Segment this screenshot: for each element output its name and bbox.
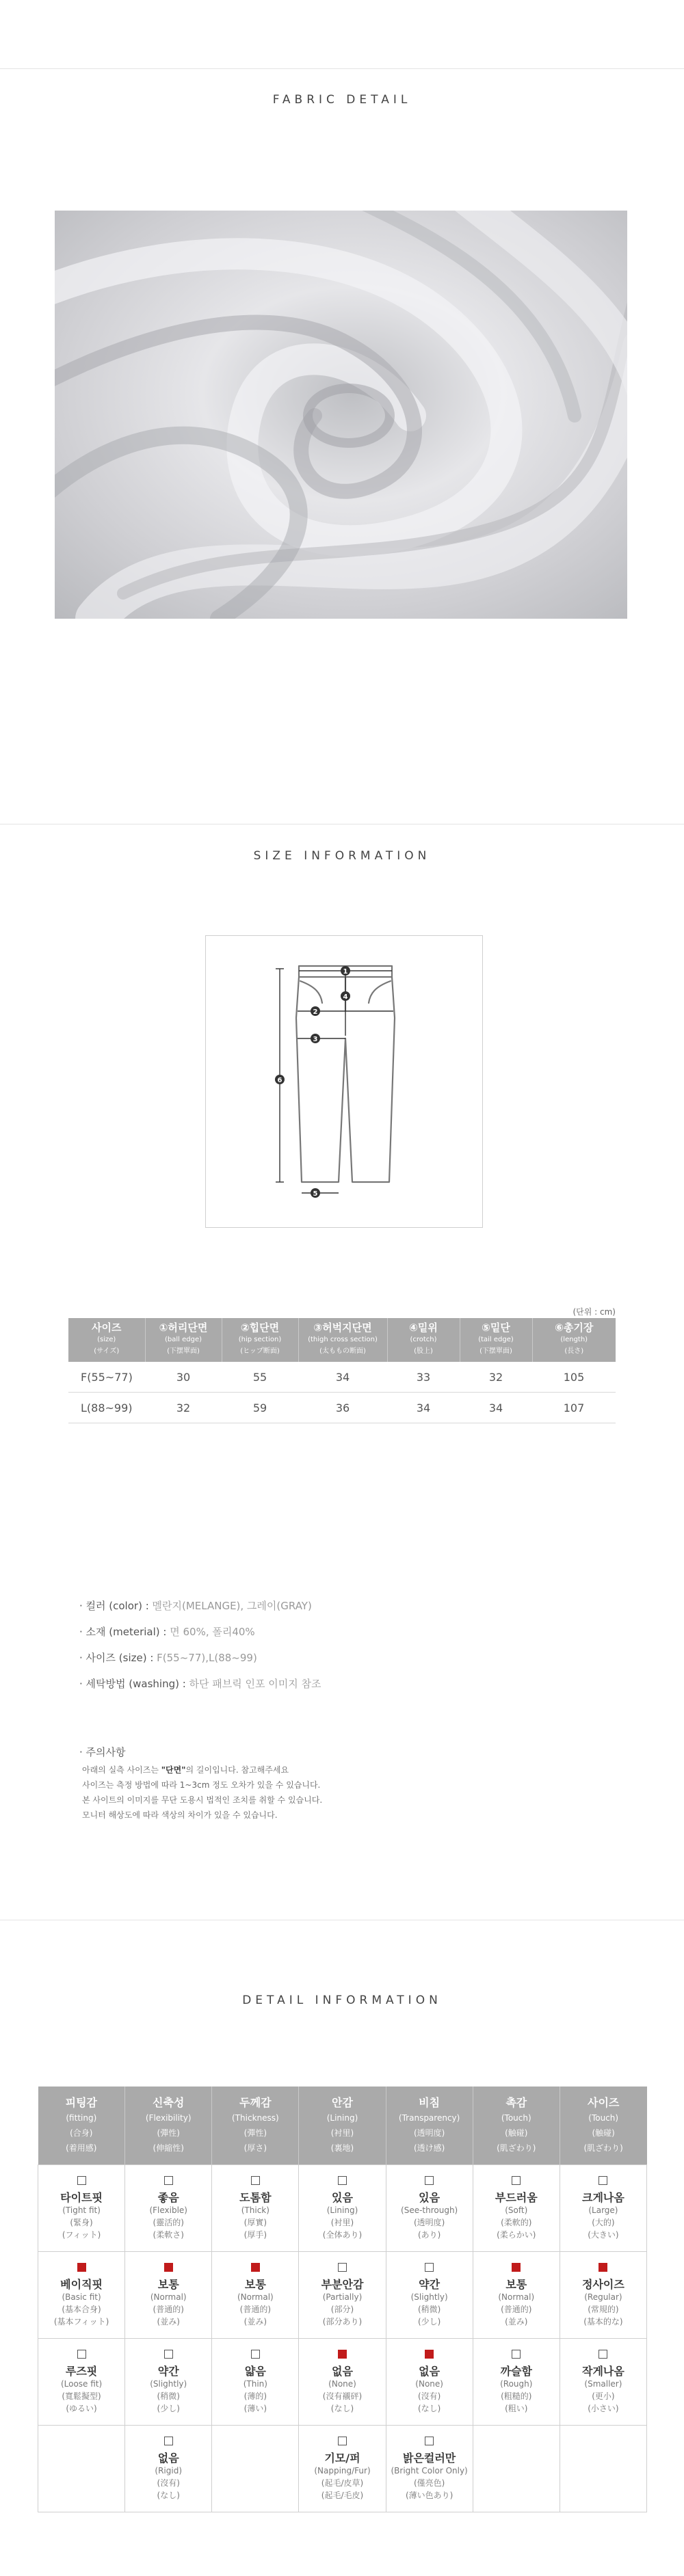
option-sublabel: (大的) — [592, 2217, 615, 2227]
svg-text:4: 4 — [343, 993, 348, 1001]
option-label: 기모/퍼 — [324, 2451, 360, 2465]
option-sublabel: (沒有襯砰) — [322, 2391, 363, 2401]
checked-box-icon — [164, 2263, 173, 2272]
option-sublabel: (粗い) — [505, 2403, 528, 2413]
checked-box-icon — [598, 2263, 607, 2272]
detail-cell — [560, 2426, 646, 2512]
size-cell: 34 — [387, 1393, 460, 1423]
size-cell: 34 — [460, 1393, 532, 1423]
option-label: 작게나옴 — [582, 2364, 624, 2378]
info-washing: · 세탁방법 (washing) : 하단 패브릭 인포 이미지 참조 — [79, 1678, 321, 1690]
detail-header: 피팅감 (fitting) (合身) (着用感) — [38, 2087, 125, 2165]
size-unit-label: (단위 : cm) — [573, 1307, 616, 1317]
option-label: 루즈핏 — [65, 2364, 98, 2378]
detail-cell — [473, 2426, 560, 2512]
option-sublabel: (稍微) — [417, 2304, 441, 2314]
option-label: 얇음 — [244, 2364, 266, 2378]
option-sublabel: (あり) — [417, 2229, 441, 2240]
option-sublabel: (普通的) — [153, 2304, 184, 2314]
marker-5 — [311, 1188, 320, 1198]
option-sublabel: (なし) — [157, 2490, 180, 2500]
checkbox-icon — [251, 2176, 260, 2185]
checkbox-icon — [164, 2350, 173, 2359]
option-sublabel: (Slightly) — [410, 2292, 448, 2302]
detail-cell — [125, 2339, 212, 2426]
option-label: 없음 — [157, 2451, 179, 2465]
option-label: 부분안감 — [321, 2277, 364, 2291]
option-sublabel: (Basic fit) — [62, 2292, 101, 2302]
option-sublabel: (Bright Color Only) — [391, 2465, 468, 2476]
option-label: 약간 — [157, 2364, 179, 2378]
option-sublabel: (Smaller) — [584, 2378, 622, 2389]
detail-cell — [473, 2165, 560, 2252]
option-sublabel: (少し) — [417, 2316, 441, 2326]
size-table — [68, 1318, 616, 1423]
size-header: ②힙단면 (hip section) (ヒップ断面) — [222, 1318, 298, 1362]
size-header: ①허리단면 (ball edge) (下摆單面) — [145, 1318, 222, 1362]
option-sublabel: (Normal) — [498, 2292, 535, 2302]
option-sublabel: (粗糙的) — [501, 2391, 532, 2401]
option-sublabel: (Regular) — [584, 2292, 622, 2302]
option-sublabel: (沒有) — [417, 2391, 441, 2401]
checked-box-icon — [425, 2350, 434, 2359]
detail-cell — [560, 2252, 646, 2339]
option-sublabel: (Napping/Fur) — [314, 2465, 371, 2476]
option-sublabel: (Flexible) — [149, 2205, 187, 2215]
detail-cell — [212, 2165, 299, 2252]
option-label: 없음 — [332, 2364, 353, 2378]
table-row — [38, 2426, 647, 2512]
option-label: 크게나옴 — [582, 2190, 624, 2204]
size-cell: F(55~77) — [68, 1362, 145, 1393]
size-cell: 32 — [145, 1393, 222, 1423]
size-cell: 55 — [222, 1362, 298, 1393]
option-label: 있음 — [332, 2190, 353, 2204]
option-sublabel: (Normal) — [150, 2292, 187, 2302]
detail-cell — [386, 2165, 473, 2252]
option-label: 약간 — [419, 2277, 440, 2291]
size-cell: 107 — [532, 1393, 616, 1423]
option-label: 타이트핏 — [60, 2190, 103, 2204]
size-header: 사이즈 (size) (サイズ) — [68, 1318, 145, 1362]
detail-header: 사이즈 (Touch) (触碰) (肌ざわり) — [560, 2087, 646, 2165]
fabric-detail-title: FABRIC DETAIL — [272, 93, 412, 107]
marker-1 — [341, 966, 350, 976]
option-sublabel: (大きい) — [588, 2229, 619, 2240]
notice-text: 아래의 실측 사이즈는 "단면"의 길이입니다. 참고해주세요 사이즈는 측정 방법에 따라 1~3cm 정도 오차가 있을 수 있습니다. 본 사이트의 이미지를 무단 도용시 법적인 조치를 취할 수 있습니다. 모니터 해상도에 따라 색상의 차이가 있을 수 있습니다. — [82, 1765, 323, 1820]
notice-title: · 주의사항 — [79, 1746, 126, 1758]
svg-text:6: 6 — [277, 1077, 282, 1084]
table-row — [38, 2252, 647, 2339]
option-sublabel: (常規的) — [588, 2304, 619, 2314]
option-sublabel: (緊身) — [70, 2217, 93, 2227]
option-sublabel: (普通的) — [501, 2304, 532, 2314]
option-sublabel: (Large) — [588, 2205, 618, 2215]
option-sublabel: (なし) — [330, 2403, 354, 2413]
table-row — [38, 2339, 647, 2426]
option-sublabel: (Loose fit) — [60, 2378, 103, 2389]
option-sublabel: (薄い) — [244, 2403, 267, 2413]
option-label: 없음 — [419, 2364, 440, 2378]
checked-box-icon — [77, 2263, 86, 2272]
option-sublabel: (Tight fit) — [62, 2205, 101, 2215]
option-sublabel: (小さい) — [588, 2403, 619, 2413]
marker-6 — [275, 1075, 285, 1084]
option-sublabel: (薄い色あり) — [405, 2490, 453, 2500]
option-label: 보통 — [157, 2277, 179, 2291]
checkbox-icon — [425, 2437, 434, 2445]
option-sublabel: (普通的) — [239, 2304, 272, 2314]
option-label: 부드러움 — [495, 2190, 538, 2204]
detail-cell — [125, 2165, 212, 2252]
pants-illustration — [206, 936, 482, 1227]
option-sublabel: (基本フィット) — [53, 2316, 109, 2326]
checkbox-icon — [164, 2437, 173, 2445]
option-label: 까슬함 — [500, 2364, 532, 2378]
size-cell: 33 — [387, 1362, 460, 1393]
checked-box-icon — [338, 2350, 347, 2359]
option-sublabel: (更小) — [592, 2391, 615, 2401]
option-sublabel: (Soft) — [505, 2205, 528, 2215]
option-label: 있음 — [419, 2190, 440, 2204]
marker-2 — [311, 1006, 320, 1016]
checkbox-icon — [598, 2350, 607, 2359]
size-cell: L(88~99) — [68, 1393, 145, 1423]
detail-header: 비침 (Transparency) (透明度) (透け感) — [386, 2087, 473, 2165]
option-sublabel: (靈活的) — [153, 2217, 184, 2227]
size-header: ③허벅지단면 (thigh cross section) (太ももの断面) — [298, 1318, 387, 1362]
checkbox-icon — [425, 2176, 434, 2185]
option-sublabel: (None) — [415, 2378, 443, 2389]
size-information-title: SIZE INFORMATION — [253, 849, 431, 863]
option-sublabel: (Lining) — [326, 2205, 358, 2215]
svg-text:5: 5 — [313, 1190, 318, 1198]
top-divider — [0, 68, 684, 69]
option-sublabel: (厚實) — [244, 2217, 267, 2227]
checkbox-icon — [77, 2350, 86, 2359]
option-sublabel: (並み) — [244, 2316, 267, 2326]
option-sublabel: (Partially) — [322, 2292, 363, 2302]
detail-table — [38, 2087, 647, 2512]
detail-cell — [386, 2426, 473, 2512]
detail-cell — [560, 2339, 646, 2426]
detail-cell — [212, 2426, 299, 2512]
info-size: · 사이즈 (size) : F(55~77),L(88~99) — [79, 1652, 257, 1664]
option-sublabel: (部分) — [330, 2304, 354, 2314]
detail-cell — [38, 2165, 125, 2252]
option-sublabel: (Rough) — [500, 2378, 533, 2389]
option-sublabel: (フィット) — [62, 2229, 101, 2240]
option-label: 보통 — [505, 2277, 527, 2291]
option-sublabel: (並み) — [157, 2316, 180, 2326]
option-sublabel: (柔らかい) — [497, 2229, 536, 2240]
detail-cell — [299, 2426, 386, 2512]
option-label: 베이직핏 — [60, 2277, 103, 2291]
option-sublabel: (なし) — [417, 2403, 441, 2413]
detail-table-header — [38, 2087, 647, 2165]
size-cell: 36 — [298, 1393, 387, 1423]
detail-cell — [38, 2252, 125, 2339]
size-table-header — [68, 1318, 616, 1362]
option-sublabel: (See-through) — [401, 2205, 458, 2215]
svg-text:3: 3 — [313, 1036, 318, 1043]
option-sublabel: (僅亮色) — [413, 2478, 445, 2488]
checkbox-icon — [251, 2350, 260, 2359]
size-header: ⑥총기장 (length) (長さ) — [532, 1318, 616, 1362]
option-sublabel: (柔軟的) — [501, 2217, 532, 2227]
option-sublabel: (稍微) — [157, 2391, 180, 2401]
option-sublabel: (部分あり) — [322, 2316, 363, 2326]
size-cell: 32 — [460, 1362, 532, 1393]
detail-cell — [125, 2426, 212, 2512]
option-sublabel: (Rigid) — [155, 2465, 183, 2476]
option-sublabel: (起毛/毛皮) — [321, 2490, 364, 2500]
detail-cell — [386, 2339, 473, 2426]
option-sublabel: (少し) — [157, 2403, 180, 2413]
detail-header: 안감 (Lining) (衬里) (裏地) — [299, 2087, 386, 2165]
checkbox-icon — [77, 2176, 86, 2185]
detail-cell — [125, 2252, 212, 2339]
detail-cell — [212, 2339, 299, 2426]
detail-cell — [212, 2252, 299, 2339]
option-sublabel: (基本的な) — [583, 2316, 623, 2326]
detail-cell — [473, 2252, 560, 2339]
option-sublabel: (Thick) — [241, 2205, 269, 2215]
option-sublabel: (柔軟さ) — [153, 2229, 184, 2240]
option-sublabel: (沒有) — [157, 2478, 180, 2488]
size-cell: 105 — [532, 1362, 616, 1393]
option-label: 좋음 — [157, 2190, 179, 2204]
checkbox-icon — [338, 2437, 347, 2445]
option-sublabel: (厚手) — [244, 2229, 267, 2240]
detail-cell — [560, 2165, 646, 2252]
info-material: · 소재 (meterial) : 면 60%, 폴리40% — [79, 1626, 255, 1638]
detail-cell — [386, 2252, 473, 2339]
checkbox-icon — [338, 2176, 347, 2185]
detail-cell — [299, 2252, 386, 2339]
pants-diagram — [205, 935, 483, 1228]
detail-cell — [38, 2426, 125, 2512]
fabric-photo — [55, 211, 627, 619]
option-sublabel: (並み) — [505, 2316, 528, 2326]
option-sublabel: (None) — [328, 2378, 356, 2389]
option-label: 밝은컬러만 — [402, 2451, 456, 2465]
detail-information-title: DETAIL INFORMATION — [242, 1994, 442, 2007]
svg-text:2: 2 — [313, 1008, 318, 1016]
info-color: · 컬러 (color) : 멜란지(MELANGE), 그레이(GRAY) — [79, 1600, 312, 1612]
size-header: ⑤밑단 (tail edge) (下摆單面) — [460, 1318, 532, 1362]
detail-header: 촉감 (Touch) (触碰) (肌ざわり) — [473, 2087, 560, 2165]
checkbox-icon — [512, 2350, 521, 2359]
checked-box-icon — [512, 2263, 521, 2272]
detail-header: 신축성 (Flexibility) (彈性) (伸縮性) — [125, 2087, 212, 2165]
size-cell: 34 — [298, 1362, 387, 1393]
table-row — [68, 1362, 616, 1393]
marker-3 — [311, 1034, 320, 1043]
detail-cell — [299, 2165, 386, 2252]
option-sublabel: (Normal) — [237, 2292, 274, 2302]
option-sublabel: (全体あり) — [322, 2229, 363, 2240]
detail-cell — [38, 2339, 125, 2426]
checked-box-icon — [251, 2263, 260, 2272]
option-sublabel: (起毛/皮草) — [321, 2478, 364, 2488]
checkbox-icon — [425, 2263, 434, 2272]
checkbox-icon — [164, 2176, 173, 2185]
option-sublabel: (衬里) — [330, 2217, 354, 2227]
checkbox-icon — [338, 2263, 347, 2272]
option-label: 도톰함 — [239, 2190, 272, 2204]
option-label: 보통 — [244, 2277, 266, 2291]
size-cell: 59 — [222, 1393, 298, 1423]
option-label: 정사이즈 — [582, 2277, 624, 2291]
detail-header: 두께감 (Thickness) (彈性) (厚さ) — [212, 2087, 299, 2165]
option-sublabel: (ゆるい) — [66, 2403, 97, 2413]
checkbox-icon — [512, 2176, 521, 2185]
option-sublabel: (基本合身) — [62, 2304, 101, 2314]
svg-text:1: 1 — [343, 968, 348, 976]
option-sublabel: (寬鬆擬型) — [62, 2391, 101, 2401]
table-row — [68, 1393, 616, 1423]
option-sublabel: (透明度) — [413, 2217, 445, 2227]
checkbox-icon — [598, 2176, 607, 2185]
option-sublabel: (Slightly) — [150, 2378, 187, 2389]
marker-4 — [341, 991, 350, 1001]
option-sublabel: (Thin) — [243, 2378, 267, 2389]
size-header: ④밑위 (crotch) (股上) — [387, 1318, 460, 1362]
detail-cell — [473, 2339, 560, 2426]
detail-cell — [299, 2339, 386, 2426]
table-row — [38, 2165, 647, 2252]
size-cell: 30 — [145, 1362, 222, 1393]
option-sublabel: (薄的) — [244, 2391, 267, 2401]
